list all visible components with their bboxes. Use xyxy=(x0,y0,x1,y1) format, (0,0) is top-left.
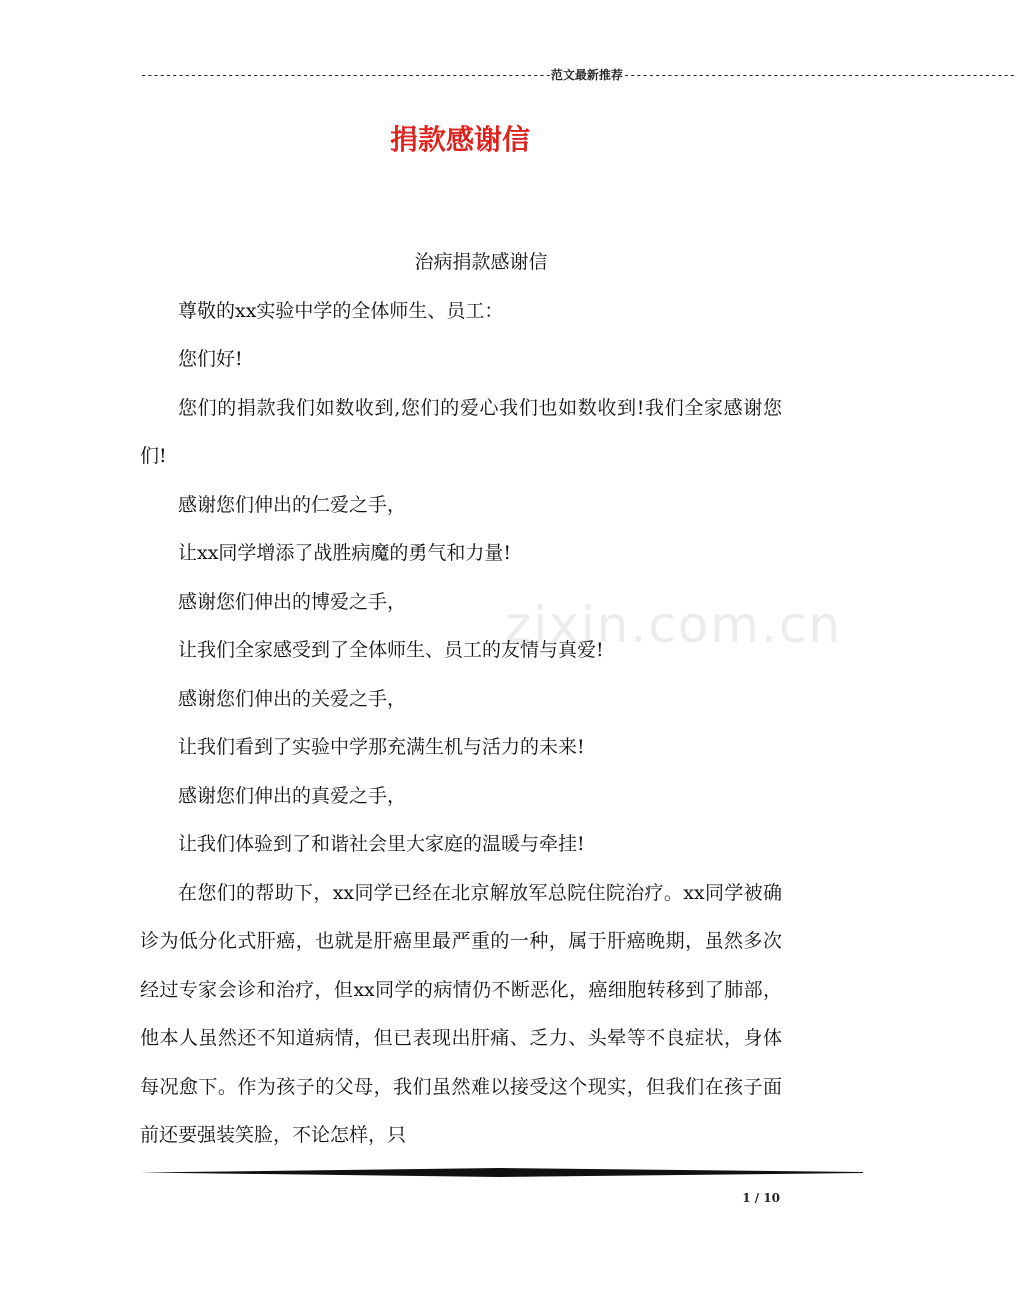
body-line: 感谢您们伸出的关爱之手， xyxy=(178,687,407,710)
body-paragraph: 在您们的帮助下，xx同学已经在北京解放军总院住院治疗。xx同学被确诊为低分化式肝癌，也就是肝癌里最严重的一种，属于肝癌晚期，虽然多次经过专家会诊和治疗，但xx同学的病情仍不断恶化，癌细胞转移到了肺部，他本人虽然还不知道病情，但已表现出肝痛、乏力、头晕等不良症状，身体每况愈下。作为孩子的父母，我们虽然难以接受这个现实，但我们在孩子面前还要强装笑脸，不论怎样，只 xyxy=(140,881,782,1146)
body-line: 让我们体验到了和谐社会里大家庭的温暖与牵挂! xyxy=(178,833,585,855)
page-number: 1 / 10 xyxy=(742,1191,780,1205)
body-line: 让我们看到了实验中学那充满生机与活力的未来! xyxy=(178,736,585,758)
body-line: 让xx同学增添了战胜病魔的勇气和力量! xyxy=(178,542,512,564)
body-line: 感谢您们伸出的仁爱之手， xyxy=(178,493,407,516)
header-label: 范文最新推荐 xyxy=(550,68,623,82)
greeting: 您们好! xyxy=(178,348,243,370)
watermark: zixin.com.cn xyxy=(505,596,843,654)
header-dashes-left: ------------------------------------------------------------------ xyxy=(140,68,551,82)
body-paragraph: 您们的捐款我们如数收到,您们的爱心我们也如数收到!我们全家感谢您们! xyxy=(140,396,782,467)
salutation: 尊敬的xx实验中学的全体师生、员工： xyxy=(178,299,504,322)
body-line: 感谢您们伸出的博爱之手， xyxy=(178,590,407,613)
page-header xyxy=(140,66,1015,84)
body-line: 让我们全家感受到了全体师生、员工的友情与真爱! xyxy=(178,639,604,661)
document-title: 捐款感谢信 xyxy=(389,123,530,156)
body-line: 感谢您们伸出的真爱之手， xyxy=(178,784,407,807)
document-body xyxy=(140,238,782,1160)
document-subtitle: 治病捐款感谢信 xyxy=(414,251,548,273)
header-dashes-right: --------------------------------------------------------------- xyxy=(622,68,1015,82)
footer-rule xyxy=(140,1168,863,1177)
